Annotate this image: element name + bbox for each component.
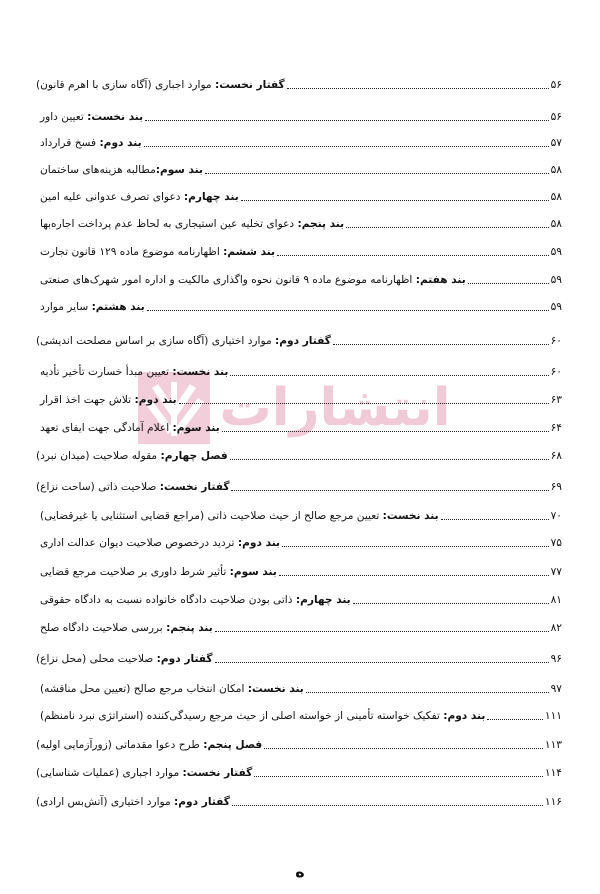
toc-page-number: ۵۶ [550,79,562,91]
toc-entry: فصل پنجم: طرح دعوا مقدماتی (زورآزمایی اولیه) ۱۱۳ [36,739,562,751]
dot-leader [282,545,549,547]
toc-entry: گفتار نخست: موارد اجباری (آگاه سازی با اهرم قانون) ۵۶ [36,79,562,91]
toc-entry: بند ششم: اظهارنامه موضوع ماده ۱۲۹ قانون تجارت ۵۹ [40,246,562,258]
toc-entry: گفتار دوم: صلاحیت محلی (محل نزاع) ۹۶ [36,653,562,665]
publisher-watermark-text: انتشارات [219,378,451,438]
dot-leader [333,343,549,345]
toc-entry: بند سوم:مطالبه هزینه‌های ساختمان ۵۸ [40,164,562,176]
toc-page-number: ۵۸ [550,218,562,230]
toc-page-number: ۸۲ [550,622,562,634]
toc-page-number: ۶۰ [550,366,562,378]
dot-leader [179,402,549,404]
dot-leader [241,199,549,201]
toc-entry: بند سوم: اعلام آمادگی جهت ایفای تعهد ۶۴ [40,422,562,434]
toc-entry: بند چهارم: دعوای تصرف عدوانی علیه امین ۵۸ [40,191,562,203]
toc-page-number: ۱۱۶ [544,796,562,808]
toc-page-number: ۷۷ [550,566,562,578]
toc-entry: گفتار نخست: صلاحیت ذاتی (ساحت نزاع) ۶۹ [36,481,562,493]
dot-leader [254,775,543,777]
toc-page-number: ۸۱ [550,594,562,606]
toc-page-number: ۹۷ [550,683,562,695]
toc-page-number: ۶۹ [550,481,562,493]
toc-entry: بند نخست: تعیین داور ۵۶ [40,111,562,123]
toc-page-number: ۶۸ [550,450,562,462]
dot-leader [287,87,549,89]
dot-leader [353,602,549,604]
toc-page-number: ۶۳ [550,394,562,406]
toc-page-number: ۵۸ [550,191,562,203]
toc-page-number: ۵۹ [550,301,562,313]
toc-entry: فصل چهارم: مقوله صلاحیت (میدان نبرد) ۶۸ [36,450,562,462]
toc-page-number: ۶۴ [550,422,562,434]
toc-entry: بند پنجم: دعوای تخلیه عین استیجاری به لحاظ عدم پرداخت اجاره‌بها ۵۸ [40,218,562,230]
toc-page-number: ۶۰ [550,335,562,347]
dot-leader [279,574,549,576]
dot-leader [230,458,549,460]
toc-entry: بند دوم: تلاش جهت اخذ اقرار ۶۳ [40,394,562,406]
page-number: ه [295,862,305,881]
toc-entry: بند چهارم: ذاتی بودن صلاحیت دادگاه خانواده نسبت به دادگاه حقوقی ۸۱ [40,594,562,606]
dot-leader [487,718,543,720]
toc-page-number: ۵۹ [550,274,562,286]
dot-leader [468,282,549,284]
toc-entry: بند پنجم: بررسی صلاحیت دادگاه صلح ۸۲ [40,622,562,634]
dot-leader [222,430,549,432]
toc-page-number: ۹۶ [550,653,562,665]
toc-entry: بند دوم: تردید درخصوص صلاحیت دیوان عدالت اداری ۷۵ [40,537,562,549]
toc-entry: بند نخست: تعیین مرجع صالح از حیث صلاحیت ذاتی (مراجع قضایی استثنایی یا غیرقضایی) ۷۰ [40,510,562,522]
toc-page-number: ۱۱۴ [544,767,562,779]
dot-leader [147,309,549,311]
toc-page-number: ۷۵ [550,537,562,549]
toc-page-number: ۷۰ [550,510,562,522]
toc-page-number: ۵۶ [550,111,562,123]
toc-entry: گفتار دوم: موارد اختیاری (آگاه سازی بر اساس مصلحت اندیشی) ۶۰ [36,335,562,347]
dot-leader [145,119,548,121]
dot-leader [232,804,543,806]
dot-leader [230,374,548,376]
dot-leader [205,172,549,174]
dot-leader [306,691,549,693]
toc-page-number: ۱۱۳ [544,739,562,751]
toc-entry: گفتار نخست: موارد اجباری (عملیات شناسایی) ۱۱۴ [36,767,562,779]
toc-entry: بند نخست: تعیین مبدأ خسارت تأخیر تأدیه ۶۰ [40,366,562,378]
toc-page-number: ۵۷ [550,137,562,149]
dot-leader [231,489,548,491]
dot-leader [264,747,543,749]
toc-entry: بند هشتم: سایر موارد ۵۹ [40,301,562,313]
toc-entry: گفتار دوم: موارد اختیاری (آتش‌بس ارادی) ۱۱۶ [36,796,562,808]
toc-page-number: ۱۱۱ [544,710,562,722]
dot-leader [215,630,549,632]
dot-leader [215,661,549,663]
dot-leader [346,226,549,228]
dot-leader [277,254,549,256]
toc-page-number: ۵۹ [550,246,562,258]
toc-entry: بند نخست: امکان انتخاب مرجع صالح (تعیین محل مناقشه) ۹۷ [40,683,562,695]
toc-entry: بند سوم: تأثیر شرط داوری بر صلاحیت مرجع قضایی ۷۷ [40,566,562,578]
dot-leader [144,145,549,147]
toc-entry: بند دوم: فسخ قرارداد ۵۷ [40,137,562,149]
toc-entry: بند دوم: تفکیک خواسته تأمینی از خواسته اصلی از حیث مرجع رسیدگی‌کننده (استراتژی نبرد نامنظم) ۱۱۱ [40,710,562,722]
toc-entry: بند هفتم: اظهارنامه موضوع ماده ۹ قانون نحوه واگذاری مالکیت و اداره امور شهرک‌های صنعتی ۵۹ [40,274,562,286]
toc-page-number: ۵۸ [550,164,562,176]
dot-leader [441,518,549,520]
